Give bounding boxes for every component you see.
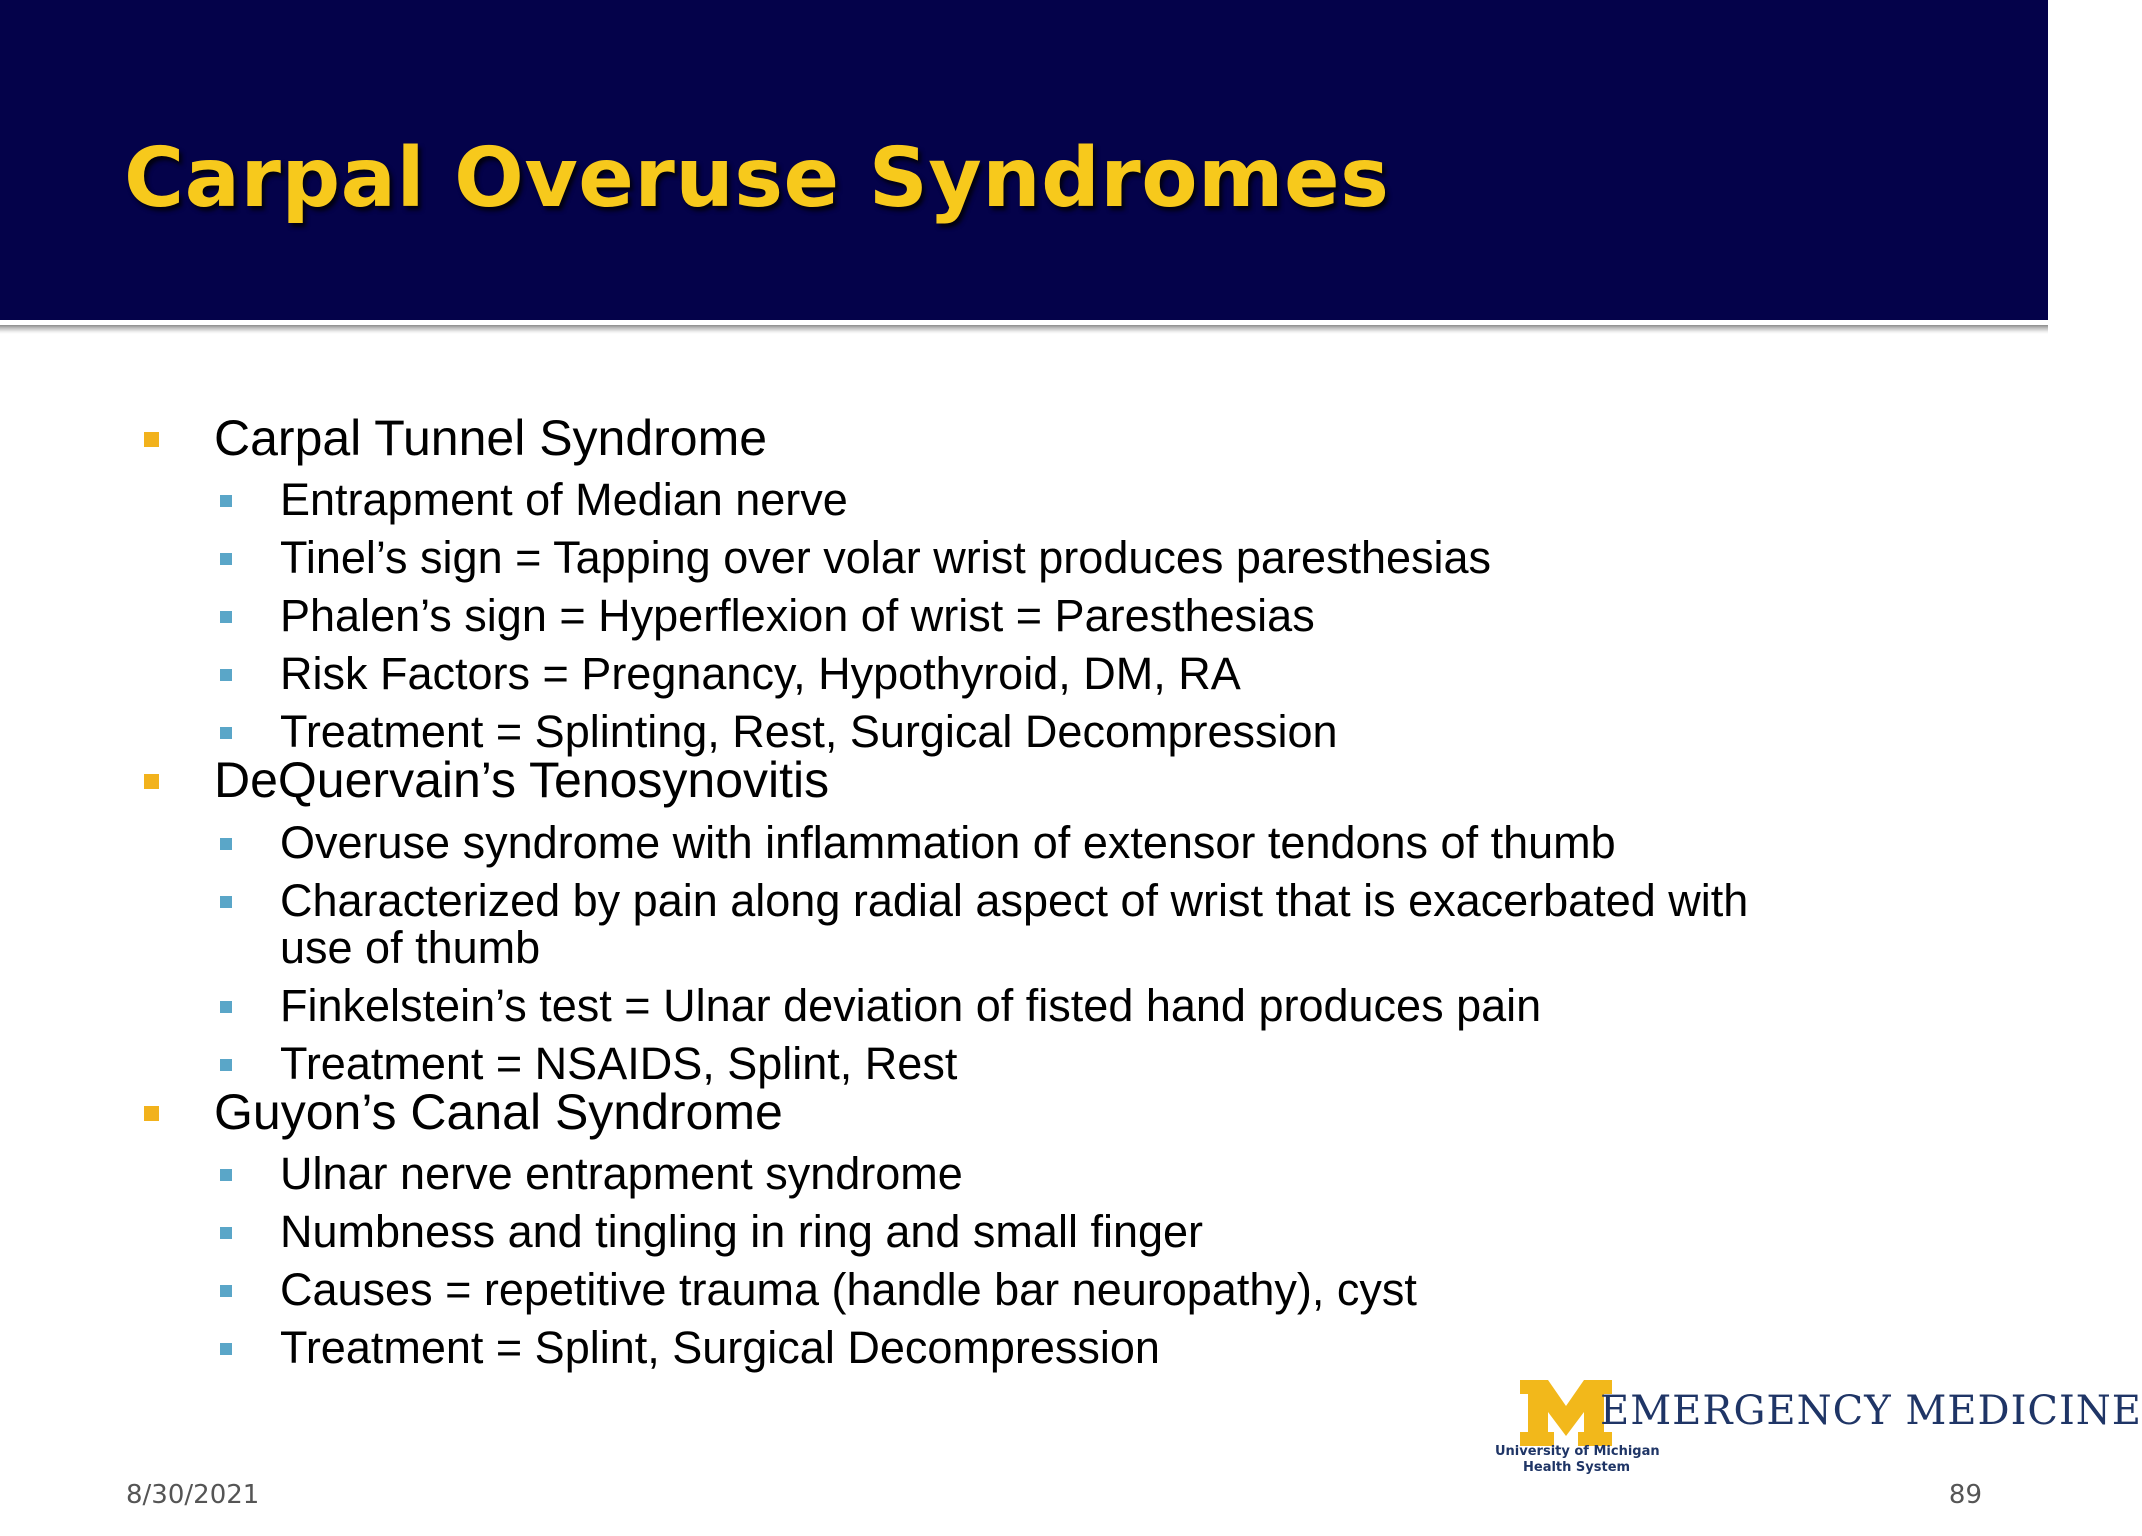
bullet-carpal-tunnel (214, 410, 767, 466)
emergency-medicine-logo (1490, 1368, 2142, 1488)
square-bullet-icon (220, 1059, 232, 1071)
sub-bullet (280, 591, 1315, 641)
sub-bullet-text: Treatment = Splinting, Rest, Surgical Decompression (280, 706, 1338, 757)
square-bullet-icon (144, 774, 159, 789)
square-bullet-icon (220, 669, 232, 681)
logo-subtitle: University of Michigan (1495, 1444, 1660, 1459)
sub-bullet-text: use of thumb (280, 922, 541, 973)
sub-bullet-text: Ulnar nerve entrapment syndrome (280, 1148, 963, 1199)
sub-bullet-text: Tinel’s sign = Tapping over volar wrist produces paresthesias (280, 532, 1492, 583)
bullet-text: DeQuervain’s Tenosynovitis (214, 752, 830, 808)
sub-bullet (280, 1207, 1203, 1257)
sub-bullet-text: Overuse syndrome with inflammation of extensor tendons of thumb (280, 817, 1616, 868)
sub-bullet-text: Phalen’s sign = Hyperflexion of wrist = Paresthesias (280, 590, 1315, 641)
sub-bullet-text: Risk Factors = Pregnancy, Hypothyroid, DM, RA (280, 648, 1241, 699)
sub-bullet (280, 876, 1748, 926)
sub-bullet-text: Treatment = NSAIDS, Splint, Rest (280, 1038, 958, 1089)
square-bullet-icon (220, 611, 232, 623)
sub-bullet (280, 707, 1338, 757)
bullet-dequervain (214, 752, 829, 808)
sub-bullet-continuation (280, 923, 540, 973)
sub-bullet (280, 1265, 1417, 1315)
logo-title: EMERGENCY MEDICINE (1600, 1388, 2142, 1434)
sub-bullet-text: Causes = repetitive trauma (handle bar neuropathy), cyst (280, 1264, 1417, 1315)
sub-bullet (280, 475, 848, 525)
sub-bullet-text: Entrapment of Median nerve (280, 474, 848, 525)
square-bullet-icon (220, 1001, 232, 1013)
footer-date: 8/30/2021 (126, 1480, 260, 1510)
page-number: 89 (1948, 1480, 1982, 1510)
square-bullet-icon (144, 1106, 159, 1121)
sub-bullet (280, 981, 1541, 1031)
square-bullet-icon (144, 432, 159, 447)
sub-bullet (280, 1323, 1160, 1373)
square-bullet-icon (220, 727, 232, 739)
slide-title: Carpal Overuse Syndromes (124, 131, 1390, 226)
bullet-guyons-canal (214, 1084, 783, 1140)
square-bullet-icon (220, 1169, 232, 1181)
sub-bullet (280, 818, 1616, 868)
square-bullet-icon (220, 896, 232, 908)
logo-subtitle: Health System (1523, 1460, 1631, 1475)
sub-bullet-text: Finkelstein’s test = Ulnar deviation of fisted hand produces pain (280, 980, 1542, 1031)
sub-bullet (280, 649, 1241, 699)
square-bullet-icon (220, 1285, 232, 1297)
square-bullet-icon (220, 1343, 232, 1355)
sub-bullet-text: Characterized by pain along radial aspect of wrist that is exacerbated with (280, 875, 1749, 926)
sub-bullet-text: Treatment = Splint, Surgical Decompression (280, 1322, 1160, 1373)
bullet-text: Guyon’s Canal Syndrome (214, 1084, 783, 1140)
square-bullet-icon (220, 553, 232, 565)
sub-bullet (280, 533, 1491, 583)
bullet-text: Carpal Tunnel Syndrome (214, 410, 768, 466)
square-bullet-icon (220, 495, 232, 507)
sub-bullet (280, 1039, 957, 1089)
sub-bullet (280, 1149, 963, 1199)
square-bullet-icon (220, 838, 232, 850)
square-bullet-icon (220, 1227, 232, 1239)
sub-bullet-text: Numbness and tingling in ring and small finger (280, 1206, 1204, 1257)
